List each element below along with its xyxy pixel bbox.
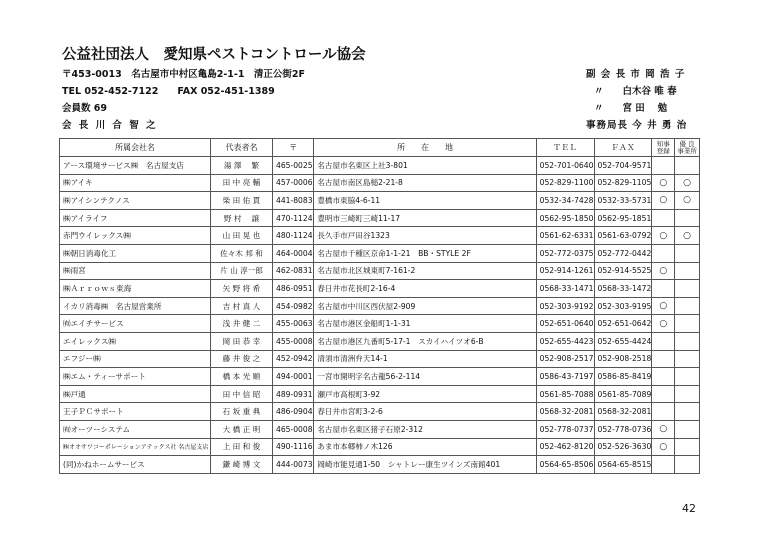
fax-cell: 052-655-4424 [594,332,652,350]
company-cell: ㈲エイチサービス [60,315,211,333]
company-cell: ㈱アイライフ [60,209,211,227]
company-cell: アース環境サービス㈱ 名古屋支店 [60,157,211,175]
excellent-business-mark: ○ [675,192,700,210]
tel-cell: 052-772-0375 [536,244,594,262]
zip-cell: 464-0004 [272,244,313,262]
fax-cell: 0564-65-8515 [594,456,652,474]
vice-chairman-2: 〃 白木谷 唯 春 [594,86,677,97]
fax-cell: 052-772-0442 [594,244,652,262]
excellent-business-mark: ○ [675,227,700,245]
tel-cell: 0568-33-1471 [536,280,594,298]
fax-cell: 052-704-9571 [594,157,652,175]
excellent-business-mark [675,403,700,421]
excellent-business-mark [675,350,700,368]
representative-cell: 佐々木 邦 和 [210,244,272,262]
company-cell: ㈱戸通 [60,385,211,403]
representative-cell: 湯 澤 繁 [210,157,272,175]
address-cell: 豊橋市東脇4-6-11 [314,192,536,210]
zip-cell: 455-0063 [272,315,313,333]
fax-cell: 052-778-0736 [594,420,652,438]
table-row [60,368,700,386]
address-cell: 清須市清洲弁天14-1 [314,350,536,368]
representative-cell: 大 橋 正 明 [210,420,272,438]
table-row [60,332,700,350]
governor-registered-mark: ○ [652,174,675,192]
member-count: 会員数 69 [62,103,108,114]
address-cell: 豊明市三崎町三崎11-17 [314,209,536,227]
address-cell: 春日井市宮町3-2-6 [314,403,536,421]
company-cell: (同)かねホームサービス [60,456,211,474]
excellent-business-mark [675,157,700,175]
representative-cell: 浅 井 健 二 [210,315,272,333]
table-row [60,385,700,403]
tel-cell: 052-829-1100 [536,174,594,192]
fax-cell: 052-908-2518 [594,350,652,368]
header-company: 所属会社名 [60,139,211,157]
fax-cell: 0568-33-1472 [594,280,652,298]
table-row [60,403,700,421]
chairman: 会 長 川 合 智 之 [62,120,158,131]
excellent-business-mark [675,456,700,474]
page-number: 42 [682,502,696,515]
tel-cell: 052-462-8120 [536,438,594,456]
address-cell: 名古屋市名東区上社3-801 [314,157,536,175]
address-cell: 瀬戸市高根町3-92 [314,385,536,403]
governor-registered-mark [652,244,675,262]
excellent-business-mark [675,244,700,262]
excellent-business-mark [675,438,700,456]
table-row [60,420,700,438]
tel-cell: 052-908-2517 [536,350,594,368]
tel-cell: 0568-32-2081 [536,403,594,421]
excellent-business-mark [675,332,700,350]
zip-cell: 465-0008 [272,420,313,438]
zip-cell: 455-0008 [272,332,313,350]
header-governor-registered: 知事 登録 [652,139,675,157]
zip-cell: 470-1124 [272,209,313,227]
tel-cell: 0561-62-6331 [536,227,594,245]
tel-cell: 052-303-9192 [536,297,594,315]
governor-registered-mark: ○ [652,297,675,315]
association-address: 〒453-0013 名古屋市中村区亀島2-1-1 清正公街2F [62,69,306,80]
tel-cell: 052-651-0640 [536,315,594,333]
representative-cell: 矢 野 将 希 [210,280,272,298]
governor-registered-mark [652,280,675,298]
table-row [60,350,700,368]
header-zip: 〒 [272,139,313,157]
governor-registered-mark: ○ [652,438,675,456]
excellent-business-mark [675,315,700,333]
address-cell: 長久手市戸田谷1323 [314,227,536,245]
tel-cell: 052-778-0737 [536,420,594,438]
address-cell: 名古屋市南区島槌2-21-8 [314,174,536,192]
governor-registered-mark: ○ [652,315,675,333]
zip-cell: 494-0001 [272,368,313,386]
governor-registered-mark [652,350,675,368]
representative-cell: 野 村 譲 [210,209,272,227]
company-cell: ㈱アイキ [60,174,211,192]
company-cell: ㈱エム・ティーサポート [60,368,211,386]
vice-chairman-3: 〃 宮 田 勉 [594,103,668,114]
secretary-general: 事務局長 今 井 勇 治 [586,120,688,131]
address-cell: 一宮市開明字名古龍56-2-114 [314,368,536,386]
representative-cell: 柴 田 佑 貫 [210,192,272,210]
zip-cell: 452-0942 [272,350,313,368]
excellent-business-mark [675,209,700,227]
company-cell: ㈱Ａｒｒｏｗｓ東海 [60,280,211,298]
address-cell: 名古屋市名東区猪子石原2-312 [314,420,536,438]
representative-cell: 山 田 晃 也 [210,227,272,245]
representative-cell: 藤 井 俊 之 [210,350,272,368]
address-cell: 名古屋市港区金船町1-1-31 [314,315,536,333]
table-row [60,280,700,298]
address-cell: 名古屋市中川区西伏屋2-909 [314,297,536,315]
tel-cell: 052-914-1261 [536,262,594,280]
member-table [59,138,700,474]
company-cell: ㈱朝日消毒化工 [60,244,211,262]
table-row [60,297,700,315]
excellent-business-mark [675,280,700,298]
governor-registered-mark: ○ [652,192,675,210]
fax-cell: 052-303-9195 [594,297,652,315]
tel-cell: 052-655-4423 [536,332,594,350]
tel-cell: 052-701-0640 [536,157,594,175]
governor-registered-mark [652,332,675,350]
company-cell: 王子ＰＣサポート [60,403,211,421]
representative-cell: 石 坂 重 典 [210,403,272,421]
zip-cell: 444-0073 [272,456,313,474]
representative-cell: 田 中 信 昭 [210,385,272,403]
header-fax: ＦＡＸ [594,139,652,157]
zip-cell: 465-0025 [272,157,313,175]
address-cell: 名古屋市北区城東町7-161-2 [314,262,536,280]
fax-cell: 0586-85-8419 [594,368,652,386]
company-cell: エフジー㈱ [60,350,211,368]
zip-cell: 462-0831 [272,262,313,280]
zip-cell: 441-8083 [272,192,313,210]
tel-cell: 0586-43-7197 [536,368,594,386]
company-cell: ㈱雨宮 [60,262,211,280]
excellent-business-mark [675,385,700,403]
header-representative: 代表者名 [210,139,272,157]
excellent-business-mark [675,297,700,315]
governor-registered-mark [652,368,675,386]
address-cell: あま市本郷柿ノ木126 [314,438,536,456]
header-address: 所 在 地 [314,139,536,157]
fax-cell: 052-829-1105 [594,174,652,192]
zip-cell: 486-0904 [272,403,313,421]
fax-cell: 052-651-0642 [594,315,652,333]
excellent-business-mark [675,262,700,280]
fax-cell: 052-526-3630 [594,438,652,456]
address-cell: 春日井市花長町2-16-4 [314,280,536,298]
header-excellent-business: 優 良 事業所 [675,139,700,157]
zip-cell: 490-1116 [272,438,313,456]
table-row [60,209,700,227]
company-cell: 赤門ウイレックス㈱ [60,227,211,245]
table-row [60,227,700,245]
table-row [60,456,700,474]
excellent-business-mark [675,420,700,438]
governor-registered-mark: ○ [652,227,675,245]
excellent-business-mark [675,368,700,386]
representative-cell: 橋 本 光 順 [210,368,272,386]
zip-cell: 489-0931 [272,385,313,403]
vice-chairman-1: 副 会 長 市 岡 浩 子 [586,69,686,80]
representative-cell: 岡 田 恭 幸 [210,332,272,350]
company-cell: ㈱アイシンテクノス [60,192,211,210]
representative-cell: 片 山 淳一郎 [210,262,272,280]
governor-registered-mark [652,385,675,403]
header-tel: ＴＥＬ [536,139,594,157]
fax-cell: 0561-63-0792 [594,227,652,245]
address-cell: 岡崎市能見通1-50 シャトレー康生ツインズ南館401 [314,456,536,474]
address-cell: 名古屋市港区九番町5-17-1 スカイハイツオ6-B [314,332,536,350]
representative-cell: 鎌 崎 博 文 [210,456,272,474]
tel-cell: 0562-95-1850 [536,209,594,227]
governor-registered-mark [652,403,675,421]
company-cell: イカリ消毒㈱ 名古屋営業所 [60,297,211,315]
company-cell: エイレックス㈱ [60,332,211,350]
address-cell: 名古屋市千種区京命1-1-21 BB・STYLE 2F [314,244,536,262]
association-phone-fax: TEL 052-452-7122 FAX 052-451-1389 [62,86,275,97]
governor-registered-mark [652,456,675,474]
fax-cell: 052-914-5525 [594,262,652,280]
table-row [60,174,700,192]
governor-registered-mark [652,209,675,227]
governor-registered-mark [652,157,675,175]
table-row [60,157,700,175]
representative-cell: 上 田 和 俊 [210,438,272,456]
table-header-row [60,139,700,157]
fax-cell: 0561-85-7089 [594,385,652,403]
table-row [60,244,700,262]
tel-cell: 0564-65-8506 [536,456,594,474]
zip-cell: 486-0951 [272,280,313,298]
tel-cell: 0561-85-7088 [536,385,594,403]
fax-cell: 0532-33-5731 [594,192,652,210]
company-cell: ㈲オーツーシステム [60,420,211,438]
fax-cell: 0568-32-2081 [594,403,652,421]
governor-registered-mark: ○ [652,262,675,280]
table-row [60,438,700,456]
governor-registered-mark: ○ [652,420,675,438]
table-row [60,315,700,333]
table-row [60,192,700,210]
zip-cell: 454-0982 [272,297,313,315]
page-title: 公益社団法人 愛知県ペストコントロール協会 [62,47,366,63]
representative-cell: 田 中 亮 輔 [210,174,272,192]
fax-cell: 0562-95-1851 [594,209,652,227]
zip-cell: 480-1124 [272,227,313,245]
company-cell: ㈱オオサワコーポレーションアテックス社 名古屋支店 [60,438,211,456]
zip-cell: 457-0006 [272,174,313,192]
table-row [60,262,700,280]
representative-cell: 吉 村 真 人 [210,297,272,315]
excellent-business-mark: ○ [675,174,700,192]
tel-cell: 0532-34-7428 [536,192,594,210]
